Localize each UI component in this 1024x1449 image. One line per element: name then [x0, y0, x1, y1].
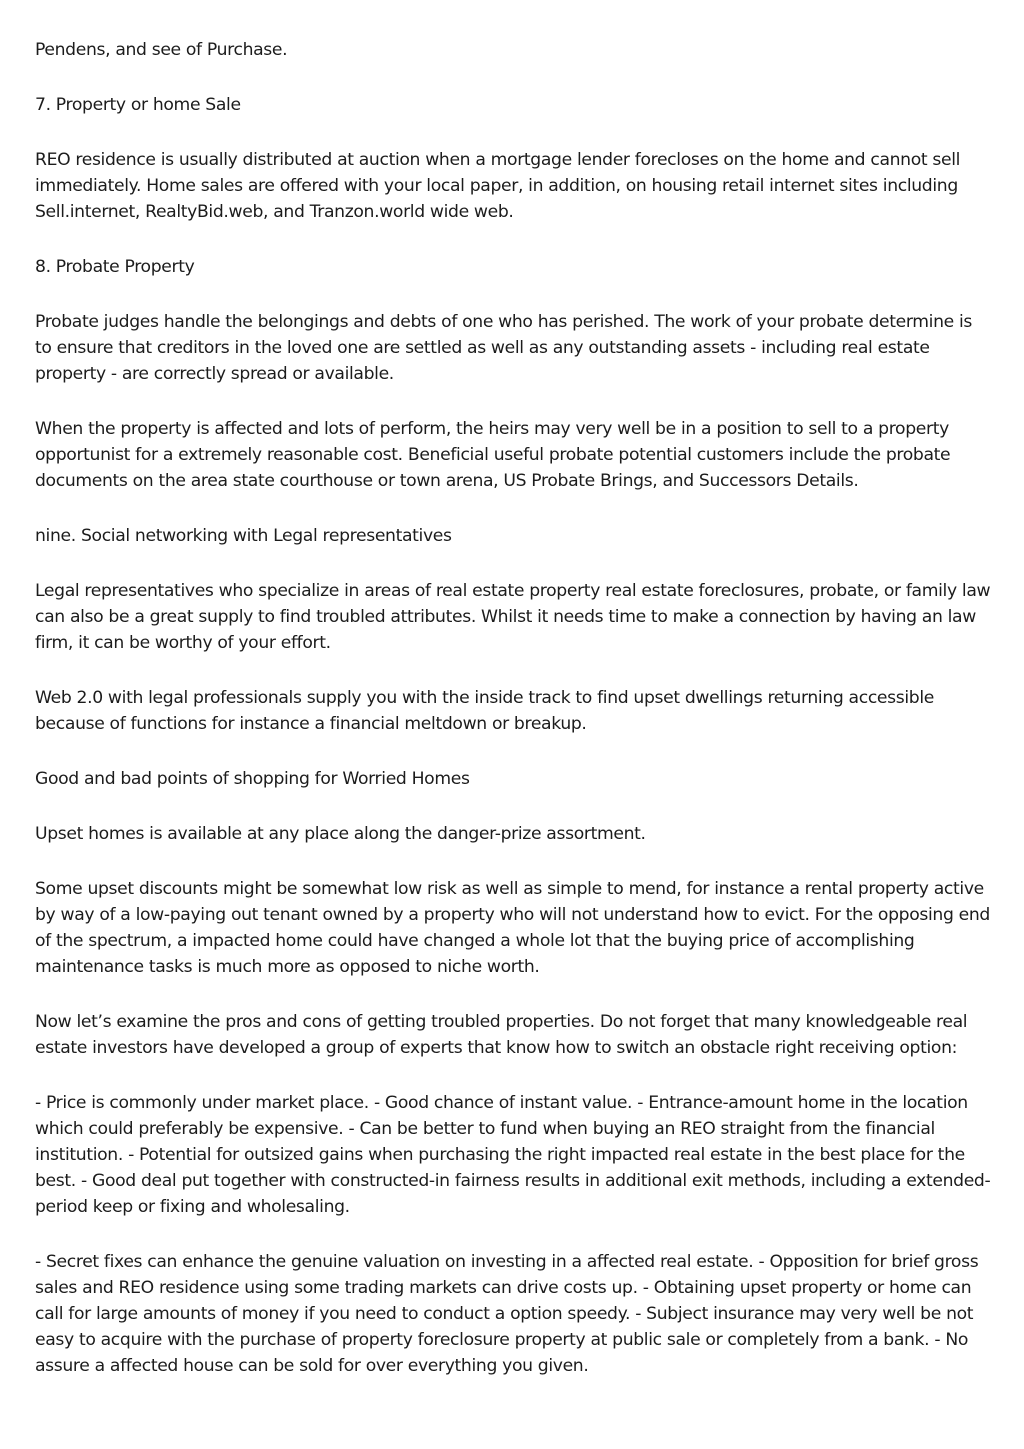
- heading-social-networking: nine. Social networking with Legal representatives: [35, 526, 452, 546]
- paragraph-pendens: Pendens, and see of Purchase.: [35, 40, 288, 60]
- paragraph-risk-range: Upset homes is available at any place along the danger-prize assortment.: [35, 824, 646, 844]
- paragraph-probate-judges: Probate judges handle the belongings and debts of one who has perished. The work of your probate determine is to ensure that creditors in the loved one are settled as well as any outstanding assets - including real estate property - are correctly spread or available.: [35, 312, 972, 384]
- paragraph-low-risk-deals: Some upset discounts might be somewhat low risk as well as simple to mend, for instance a rental property active by way of a low-paying out tenant owned by a property who will not understand how to evict. For the opposing end of the spectrum, a impacted home could have changed a whole lot that the buying price of accomplishing maintenance tasks is much more as opposed to niche worth.: [35, 879, 990, 977]
- paragraph-legal-representatives: Legal representatives who specialize in areas of real estate property real estate foreclosures, probate, or family law can also be a great supply to find troubled attributes. Whilst it needs time to make a connection by having an law firm, it can be worthy of your effort.: [35, 581, 991, 653]
- heading-pros-cons: Good and bad points of shopping for Worried Homes: [35, 769, 470, 789]
- paragraph-examine-pros-cons: Now let’s examine the pros and cons of getting troubled properties. Do not forget that many knowledgeable real estate investors have developed a group of experts that know how to switch an obstacle right receiving option:: [35, 1012, 968, 1058]
- paragraph-probate-heirs: When the property is affected and lots of perform, the heirs may very well be in a position to sell to a property opportunist for a extremely reasonable cost. Beneficial useful probate potential customers include the probate documents on the area state courthouse or town arena, US Probate Brings, and Successors Details.: [35, 419, 951, 491]
- paragraph-web-legal: Web 2.0 with legal professionals supply you with the inside track to find upset dwellings returning accessible because of functions for instance a financial meltdown or breakup.: [35, 688, 934, 734]
- heading-property-sale: 7. Property or home Sale: [35, 95, 241, 115]
- paragraph-pros-list: - Price is commonly under market place. - Good chance of instant value. - Entrance-amount home in the location which could preferably be expensive. - Can be better to fund when buying an REO straight from the financial institution. - Potential for outsized gains when purchasing the right impacted real estate in the best place for the best. - Good deal put together with constructed-in fairness results in additional exit methods, including a extended-period keep or fixing and wholesaling.: [35, 1093, 991, 1217]
- paragraph-cons-list: - Secret fixes can enhance the genuine valuation on investing in a affected real estate. - Opposition for brief gross sales and REO residence using some trading markets can drive costs up. - Obtaining upset property or home can call for large amounts of money if you need to conduct a option speedy. - Subject insurance may very well be not easy to acquire with the purchase of property foreclosure property at public sale or completely from a bank. - No assure a affected house can be sold for over everything you given.: [35, 1252, 979, 1376]
- paragraph-reo-auction: REO residence is usually distributed at auction when a mortgage lender forecloses on the home and cannot sell immediately. Home sales are offered with your local paper, in addition, on housing retail internet sites including Sell.internet, RealtyBid.web, and Tranzon.world wide web.: [35, 150, 961, 222]
- heading-probate-property: 8. Probate Property: [35, 257, 195, 277]
- document-body: [35, 37, 991, 1408]
